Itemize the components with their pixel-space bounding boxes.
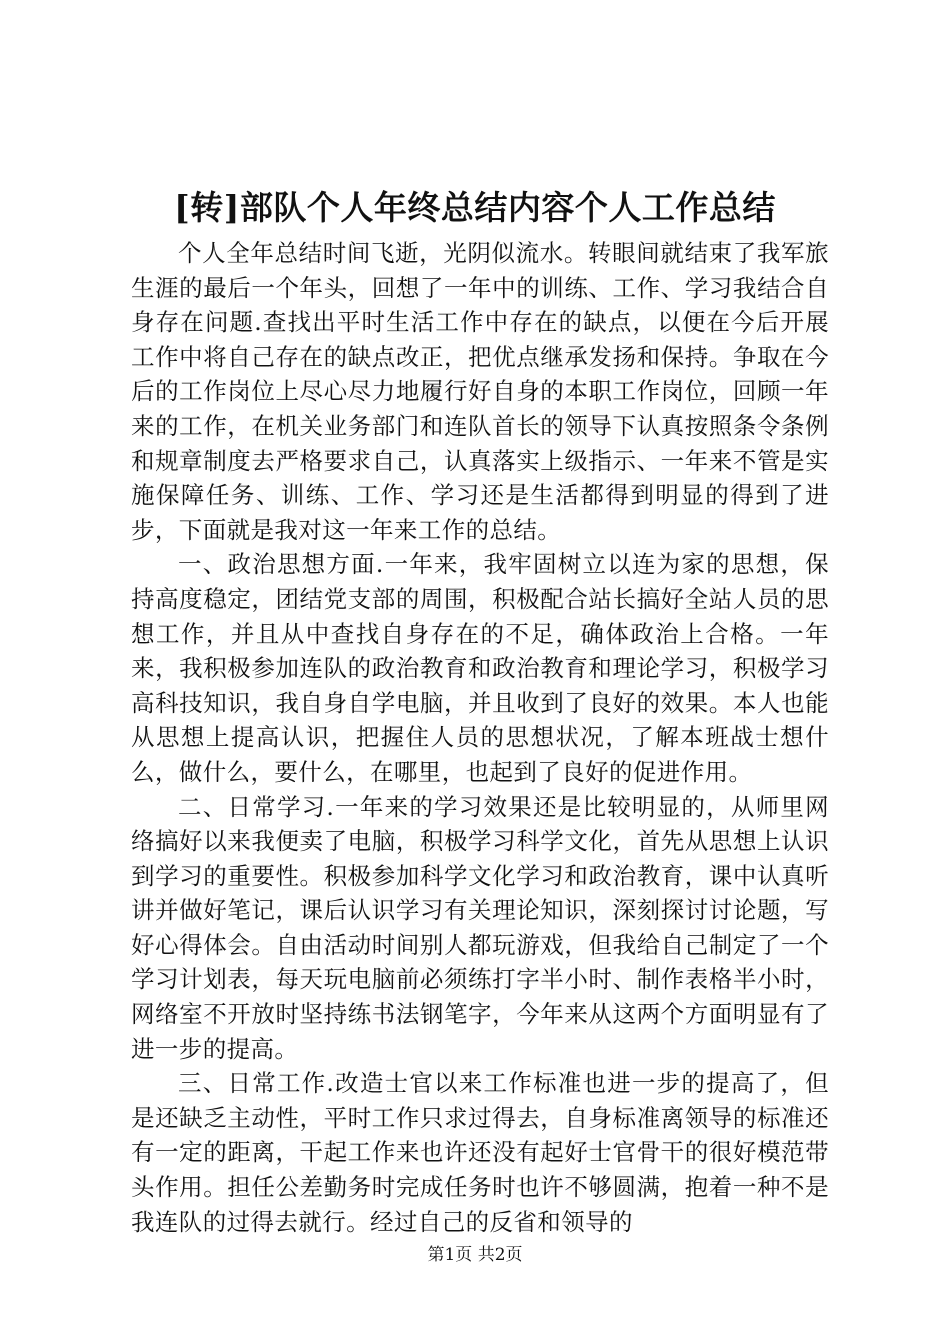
paragraph-daily-study: 二、日常学习.一年来的学习效果还是比较明显的，从师里网络搞好以来我便卖了电脑，积极学习科学文化，首先从思想上认识到学习的重要性。积极参加科学文化学习和政治教育，课中认真听讲并做好笔记，课后认识学习有关理论知识，深刻探讨讨论题，写好心得体会。自由活动时间别人都玩游戏，但我给自己制定了一个学习计划表，每天玩电脑前必须练打字半小时、制作表格半小时，网络室不开放时坚持练书法钢笔字，今年来从这两个方面明显有了进一步的提高。 [131, 792, 829, 1063]
paragraph-daily-work: 三、日常工作.改造士官以来工作标准也进一步的提高了，但是还缺乏主动性，平时工作只求过得去，自身标准离领导的标准还有一定的距离，干起工作来也许还没有起好士官骨干的很好模范带头作用。担任公差勤务时完成任务时也许不够圆满，抱着一种不是我连队的过得去就行。经过自己的反省和领导的 [131, 1069, 829, 1236]
document-body [131, 236, 829, 1239]
paragraph-political-thought: 一、政治思想方面.一年来，我牢固树立以连为家的思想，保持高度稳定，团结党支部的周围，积极配合站长搞好全站人员的思想工作，并且从中查找自身存在的不足，确体政治上合格。一年来，我积极参加连队的政治教育和政治教育和理论学习，积极学习高科技知识，我自身自学电脑，并且收到了良好的效果。本人也能从思想上提高认识，把握住人员的思想状况，了解本班战士想什么，做什么，要什么，在哪里，也起到了良好的促进作用。 [131, 550, 829, 786]
paragraph-intro: 个人全年总结时间飞逝，光阴似流水。转眼间就结束了我军旅生涯的最后一个年头，回想了一年中的训练、工作、学习我结合自身存在问题.查找出平时生活工作中存在的缺点，以便在今后开展工作中将自己存在的缺点改正，把优点继承发扬和保持。争取在今后的工作岗位上尽心尽力地履行好自身的本职工作岗位，回顾一年来的工作，在机关业务部门和连队首长的领导下认真按照条令条例和规章制度去严格要求自己，认真落实上级指示、一年来不管是实施保障任务、训练、工作、学习还是生活都得到明显的得到了进步，下面就是我对这一年来工作的总结。 [131, 239, 829, 544]
page-number-footer: 第1页 共2页 [427, 1245, 523, 1265]
document-title: [转]部队个人年终总结内容个人工作总结 [174, 188, 776, 227]
